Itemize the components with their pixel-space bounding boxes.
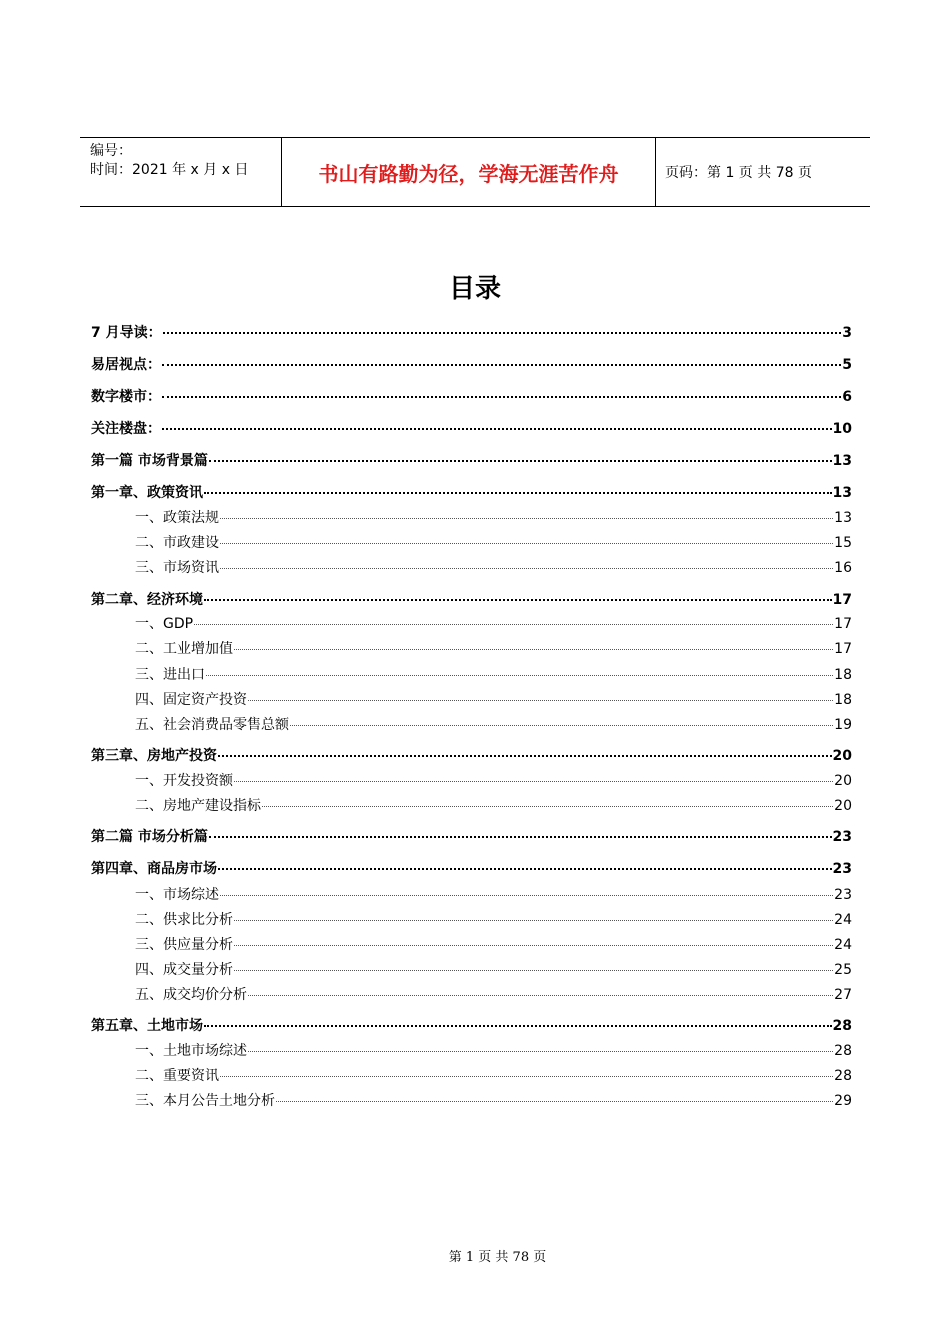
leader-dots	[209, 459, 832, 462]
toc-entry-page: 15	[834, 535, 852, 551]
toc-entry-page: 10	[832, 421, 852, 437]
toc-entry-page: 6	[842, 389, 852, 405]
toc-subentry[interactable]	[91, 689, 852, 709]
toc-subentry[interactable]	[91, 613, 852, 633]
toc-subentry[interactable]	[91, 884, 852, 904]
toc-entry-page: 20	[832, 748, 852, 764]
toc-subentry[interactable]	[91, 664, 852, 684]
toc-subentry[interactable]	[91, 532, 852, 552]
toc-entry-page: 28	[834, 1068, 852, 1084]
toc-entry-text: 五、成交均价分析	[135, 987, 247, 1003]
document-time: 时间：2021 年 x 月 x 日	[90, 162, 249, 178]
toc-entry-text: 四、固定资产投资	[135, 692, 247, 708]
leader-dots	[163, 331, 842, 334]
leader-dots	[234, 919, 833, 921]
toc-entry-text: 关注楼盘：	[91, 421, 161, 437]
toc-entry-text: 一、开发投资额	[135, 773, 233, 789]
toc-entry-page: 17	[832, 592, 852, 608]
toc-entry-page: 13	[832, 485, 852, 501]
toc-entry-text: 一、GDP	[135, 616, 194, 632]
leader-dots	[218, 867, 832, 870]
toc-title: 目录	[448, 274, 501, 304]
toc-entry-text: 三、进出口	[135, 667, 205, 683]
leader-dots	[234, 648, 833, 650]
toc-entry-page: 13	[832, 453, 852, 469]
leader-dots	[209, 835, 832, 838]
toc-subentry[interactable]	[91, 984, 852, 1004]
toc-entry-text: 四、成交量分析	[135, 962, 233, 978]
toc-entry-page: 20	[834, 773, 852, 789]
toc-entry-text: 一、政策法规	[135, 510, 219, 526]
toc-subentry[interactable]	[91, 557, 852, 577]
leader-dots	[234, 969, 833, 971]
toc-entry[interactable]	[91, 386, 852, 406]
leader-dots	[204, 491, 832, 494]
toc-entry-text: 7 月导读：	[91, 325, 162, 341]
toc-entry[interactable]	[91, 354, 852, 374]
toc-entry-text: 第二篇 市场分析篇	[91, 829, 208, 845]
toc-entry-page: 19	[834, 717, 852, 733]
toc-entry-page: 5	[842, 357, 852, 373]
toc-entry-page: 3	[842, 325, 852, 341]
toc-subentry[interactable]	[91, 638, 852, 658]
toc-entry-text: 第二章、经济环境	[91, 592, 203, 608]
leader-dots	[162, 427, 832, 430]
toc-entry-text: 二、工业增加值	[135, 641, 233, 657]
toc-entry-text: 一、市场综述	[135, 887, 219, 903]
toc-entry-page: 28	[832, 1018, 852, 1034]
header-meta	[80, 138, 282, 206]
toc-entry-page: 27	[834, 987, 852, 1003]
leader-dots	[262, 805, 833, 807]
toc-entry-text: 数字楼市：	[91, 389, 161, 405]
toc-entry[interactable]	[91, 745, 852, 765]
leader-dots	[220, 1075, 833, 1077]
leader-dots	[220, 567, 833, 569]
toc-entry[interactable]	[91, 858, 852, 878]
toc-subentry[interactable]	[91, 909, 852, 929]
toc-entry-page: 20	[834, 798, 852, 814]
toc-subentry[interactable]	[91, 1065, 852, 1085]
toc-entry-page: 29	[834, 1093, 852, 1109]
toc-entry-page: 17	[834, 641, 852, 657]
toc-entry[interactable]	[91, 589, 852, 609]
document-header	[80, 137, 870, 207]
header-page-info: 页码：第 1 页 共 78 页	[665, 165, 812, 181]
toc-entry-text: 三、市场资讯	[135, 560, 219, 576]
toc-subentry[interactable]	[91, 795, 852, 815]
toc-entry-page: 23	[834, 887, 852, 903]
leader-dots	[248, 699, 833, 701]
toc-entry-text: 二、供求比分析	[135, 912, 233, 928]
toc-subentry[interactable]	[91, 1090, 852, 1110]
toc-entry-text: 五、社会消费品零售总额	[135, 717, 289, 733]
toc-subentry[interactable]	[91, 714, 852, 734]
toc-entry[interactable]	[91, 418, 852, 438]
leader-dots	[276, 1100, 833, 1102]
toc-entry[interactable]	[91, 826, 852, 846]
toc-subentry[interactable]	[91, 934, 852, 954]
leader-dots	[194, 623, 833, 625]
header-motto: 书山有路勤为径，学海无涯苦作舟	[282, 138, 656, 206]
toc-entry-text: 二、房地产建设指标	[135, 798, 261, 814]
toc-entry-text: 三、供应量分析	[135, 937, 233, 953]
leader-dots	[234, 944, 833, 946]
toc-entry-page: 13	[834, 510, 852, 526]
leader-dots	[220, 894, 833, 896]
toc-entry-text: 第四章、商品房市场	[91, 861, 217, 877]
leader-dots	[290, 724, 833, 726]
toc-entry-text: 第一章、政策资讯	[91, 485, 203, 501]
toc-entry-page: 24	[834, 937, 852, 953]
toc-entry-text: 第三章、房地产投资	[91, 748, 217, 764]
leader-dots	[204, 598, 832, 601]
toc-entry-page: 17	[834, 616, 852, 632]
toc-entry-page: 18	[834, 692, 852, 708]
toc-entry-text: 二、重要资讯	[135, 1068, 219, 1084]
toc-subentry[interactable]	[91, 770, 852, 790]
leader-dots	[162, 395, 841, 398]
toc-subentry[interactable]	[91, 507, 852, 527]
toc-entry-page: 24	[834, 912, 852, 928]
toc-entry[interactable]	[91, 450, 852, 470]
toc-subentry[interactable]	[91, 959, 852, 979]
page-footer: 第 1 页 共 78 页	[448, 1250, 547, 1265]
toc-entry-text: 二、市政建设	[135, 535, 219, 551]
leader-dots	[204, 1024, 832, 1027]
toc-entry-page: 18	[834, 667, 852, 683]
toc-entry[interactable]	[91, 1015, 852, 1035]
toc-entry-page: 25	[834, 962, 852, 978]
toc-entry-text: 易居视点：	[91, 357, 161, 373]
toc-entry-text: 第一篇 市场背景篇	[91, 453, 208, 469]
toc-entry-page: 23	[832, 829, 852, 845]
toc-entry[interactable]	[91, 322, 852, 342]
leader-dots	[234, 780, 833, 782]
leader-dots	[218, 754, 832, 757]
toc-subentry[interactable]	[91, 1040, 852, 1060]
toc-entry-page: 28	[834, 1043, 852, 1059]
toc-entry-page: 23	[832, 861, 852, 877]
leader-dots	[206, 674, 833, 676]
toc-entry[interactable]	[91, 482, 852, 502]
toc-entry-text: 三、本月公告土地分析	[135, 1093, 275, 1109]
toc-entry-text: 一、土地市场综述	[135, 1043, 247, 1059]
toc-entry-page: 16	[834, 560, 852, 576]
leader-dots	[162, 363, 841, 366]
leader-dots	[248, 994, 833, 996]
document-number-label: 编号：	[90, 143, 132, 159]
toc-entry-text: 第五章、土地市场	[91, 1018, 203, 1034]
leader-dots	[248, 1050, 833, 1052]
leader-dots	[220, 517, 833, 519]
leader-dots	[220, 542, 833, 544]
